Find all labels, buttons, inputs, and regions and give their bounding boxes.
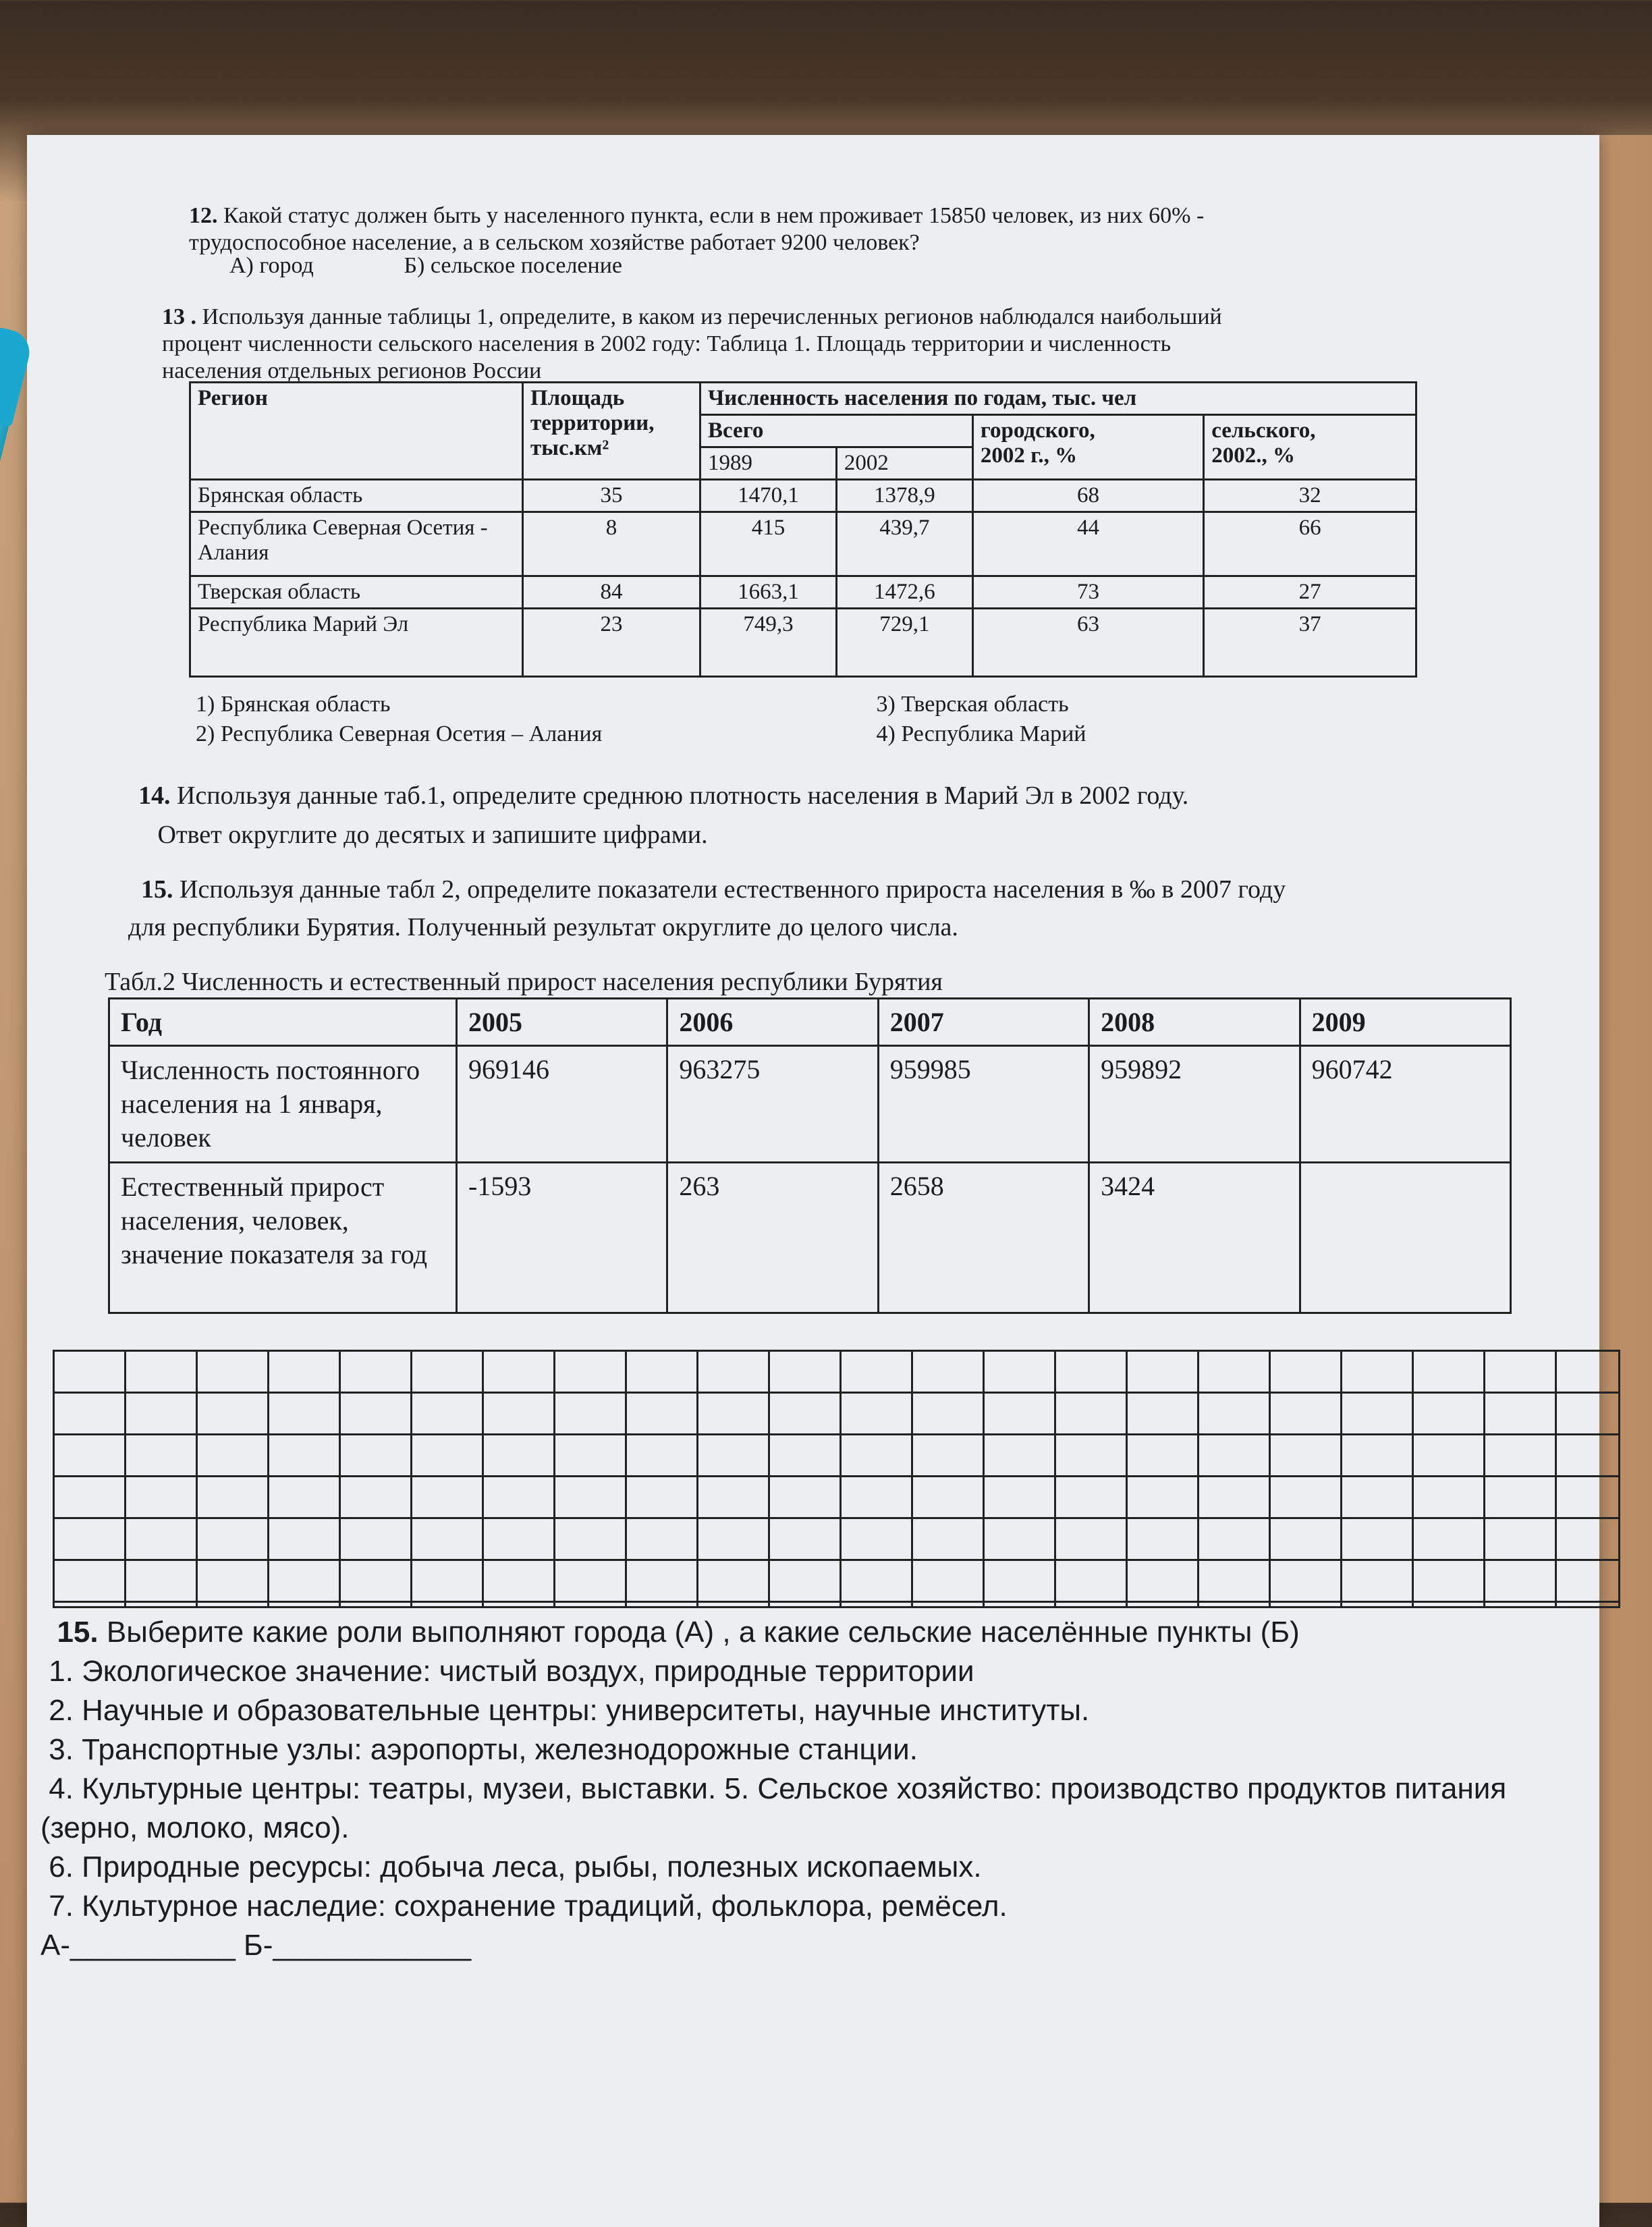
role-item: 4. Культурные центры: театры, музеи, выставки. 5. Сельское хозяйство: производство продуктов питания — [49, 1772, 1507, 1805]
cell-urban: 73 — [972, 576, 1203, 609]
question-13-options — [196, 690, 1086, 749]
cell-rural: 66 — [1204, 512, 1416, 576]
question-text: Используя данные таблицы 1, определите, в каком из перечисленных регионов наблюдался наибольший — [202, 304, 1222, 329]
header-region: Регион — [190, 383, 523, 480]
cell-2002: 729,1 — [836, 609, 972, 677]
question-text: Используя данные табл 2, определите показатели естественного прироста населения в ‰ в 2007 году — [180, 875, 1286, 904]
header-area-line: территории, — [530, 411, 655, 435]
cell-value: 959892 — [1089, 1046, 1300, 1163]
role-item: 6. Природные ресурсы: добыча леса, рыбы, полезных ископаемых. — [49, 1850, 982, 1884]
header-rural-line: 2002., % — [1211, 443, 1295, 468]
table-row — [190, 576, 1416, 609]
question-text: трудоспособное население, а в сельском хозяйстве работает 9200 человек? — [189, 230, 920, 255]
cell-region: Республика Северная Осетия - Алания — [190, 512, 523, 576]
cell-area: 35 — [523, 480, 700, 512]
header-population: Численность населения по годам, тыс. чел — [700, 383, 1416, 415]
cell-value: 2658 — [878, 1163, 1089, 1313]
header-rural — [1204, 415, 1416, 480]
cell-area: 84 — [523, 576, 700, 609]
question-number: 15. — [141, 875, 173, 904]
cell-area: 8 — [523, 512, 700, 576]
header-year: Год — [109, 999, 457, 1046]
question-number: 13 . — [162, 304, 196, 329]
role-item: 3. Транспортные узлы: аэропорты, железнодорожные станции. — [49, 1733, 918, 1766]
table-row — [190, 609, 1416, 677]
cell-value — [1300, 1163, 1510, 1313]
header-area-line: тыс.км² — [530, 436, 609, 460]
cell-urban: 44 — [972, 512, 1203, 576]
header-2002: 2002 — [836, 447, 972, 480]
cell-urban: 68 — [972, 480, 1203, 512]
worksheet-paper — [27, 135, 1599, 2227]
table-row — [190, 480, 1416, 512]
cell-2002: 439,7 — [836, 512, 972, 576]
question-15-roles — [40, 1613, 1593, 1965]
cell-1989: 1663,1 — [700, 576, 837, 609]
question-12-options — [229, 253, 622, 279]
role-item: (зерно, молоко, мясо). — [40, 1811, 350, 1844]
header-urban-line: городского, — [980, 418, 1095, 443]
answer-blanks[interactable]: А-__________ Б-____________ — [40, 1929, 472, 1962]
cell-value: 959985 — [878, 1046, 1089, 1163]
question-number: 14. — [138, 781, 171, 810]
question-text: населения отдельных регионов России — [162, 358, 542, 383]
pen-cap — [0, 323, 34, 428]
row-label: Естественный прирост населения, человек, значение показателя за год — [109, 1163, 457, 1313]
question-number: 15. — [57, 1616, 99, 1649]
table-row — [190, 512, 1416, 576]
question-text: процент численности сельского населения в 2002 году: Таблица 1. Площадь территории и численность — [162, 331, 1172, 356]
header-total: Всего — [700, 415, 973, 447]
header-1989: 1989 — [700, 447, 837, 480]
cell-area: 23 — [523, 609, 700, 677]
cell-region: Брянская область — [190, 480, 523, 512]
table-row — [109, 1163, 1511, 1313]
question-title: Выберите какие роли выполняют города (А) , а какие сельские населённые пункты (Б) — [106, 1616, 1300, 1649]
cell-region: Тверская область — [190, 576, 523, 609]
header-year-value: 2007 — [878, 999, 1089, 1046]
question-12 — [189, 202, 1471, 256]
question-text: Какой статус должен быть у населенного пункта, если в нем проживает 15850 человек, из них 60% - — [223, 203, 1205, 228]
cell-value: 963275 — [667, 1046, 878, 1163]
header-urban — [972, 415, 1203, 480]
table-1 — [189, 381, 1417, 678]
option-4: 4) Республика Марий — [876, 721, 1086, 746]
question-14 — [138, 776, 1188, 854]
option-1: 1) Брянская область — [196, 692, 391, 717]
role-item: 7. Культурное наследие: сохранение традиций, фольклора, ремёсел. — [49, 1890, 1008, 1923]
cell-value: 960742 — [1300, 1046, 1510, 1163]
question-15-density — [128, 871, 1286, 946]
cell-value: 969146 — [457, 1046, 667, 1163]
question-text: Используя данные таб.1, определите среднюю плотность населения в Марий Эл в 2002 году. — [177, 781, 1189, 810]
role-item: 1. Экологическое значение: чистый воздух, природные территории — [49, 1655, 974, 1688]
option-a: А) город — [229, 253, 314, 278]
option-2: 2) Республика Северная Осетия – Алания — [196, 721, 603, 746]
answer-grid[interactable] — [53, 1350, 1620, 1608]
question-text: Ответ округлите до десятых и запишите цифрами. — [157, 821, 708, 849]
row-label: Численность постоянного населения на 1 января, человек — [109, 1046, 457, 1163]
cell-1989: 1470,1 — [700, 480, 837, 512]
header-rural-line: сельского, — [1211, 418, 1316, 443]
table-2-caption: Табл.2 Численность и естественный прирост населения республики Бурятия — [105, 968, 943, 996]
cell-region: Республика Марий Эл — [190, 609, 523, 677]
cell-1989: 749,3 — [700, 609, 837, 677]
header-urban-line: 2002 г., % — [980, 443, 1078, 468]
header-year-value: 2009 — [1300, 999, 1510, 1046]
cell-value: -1593 — [457, 1163, 667, 1313]
option-3: 3) Тверская область — [876, 692, 1069, 717]
cell-value: 3424 — [1089, 1163, 1300, 1313]
cell-1989: 415 — [700, 512, 837, 576]
question-13 — [162, 304, 1512, 385]
header-year-value: 2005 — [457, 999, 667, 1046]
cell-rural: 37 — [1204, 609, 1416, 677]
question-number: 12. — [189, 203, 218, 228]
role-item: 2. Научные и образовательные центры: университеты, научные институты. — [49, 1694, 1090, 1727]
table-row — [109, 1046, 1511, 1163]
question-text: для республики Бурятия. Полученный результат округлите до целого числа. — [128, 913, 958, 941]
cell-rural: 32 — [1204, 480, 1416, 512]
header-year-value: 2006 — [667, 999, 878, 1046]
option-b: Б) сельское поселение — [404, 253, 622, 278]
header-area — [523, 383, 700, 480]
cell-urban: 63 — [972, 609, 1203, 677]
header-area-line: Площадь — [530, 386, 625, 410]
header-year-value: 2008 — [1089, 999, 1300, 1046]
cell-2002: 1378,9 — [836, 480, 972, 512]
cell-rural: 27 — [1204, 576, 1416, 609]
cell-value: 263 — [667, 1163, 878, 1313]
table-2 — [108, 997, 1512, 1314]
cell-2002: 1472,6 — [836, 576, 972, 609]
